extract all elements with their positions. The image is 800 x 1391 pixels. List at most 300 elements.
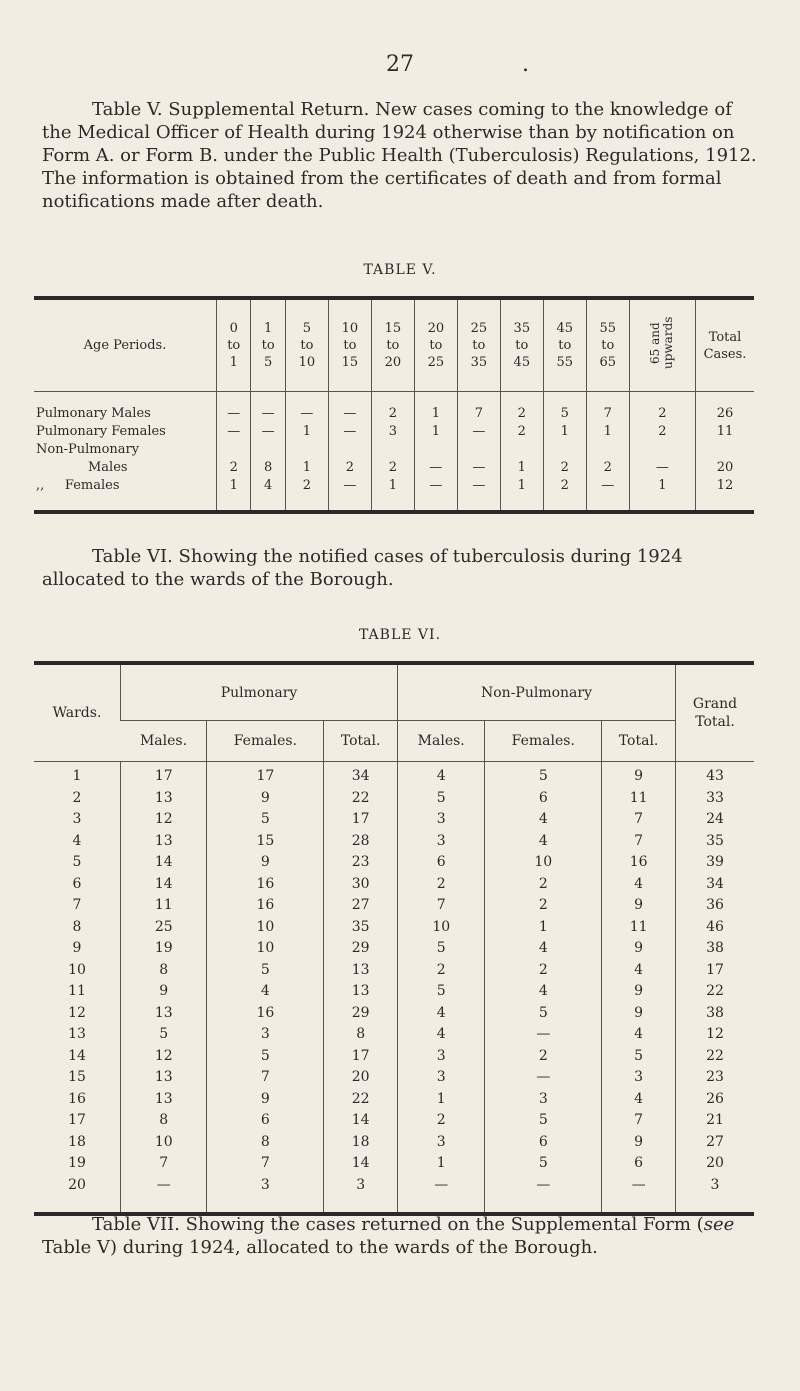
table-cell: 9: [121, 983, 207, 1005]
total-cell: 20: [696, 460, 755, 478]
table-cell: 27: [676, 1134, 755, 1156]
table-cell: 23: [676, 1069, 755, 1091]
table-row: [34, 833, 754, 855]
table6-caption: TABLE VI.: [358, 627, 442, 643]
table-cell: 9: [602, 1005, 676, 1027]
pulmonary-header: Pulmonary: [121, 663, 398, 721]
table5-header-row: [34, 298, 754, 392]
table-cell: 4: [398, 1026, 485, 1048]
table-cell: —: [217, 392, 251, 425]
table-cell: 15: [207, 833, 324, 855]
table-cell: 9: [602, 1134, 676, 1156]
table-row: [34, 392, 754, 425]
table-cell: 5: [398, 940, 485, 962]
table-cell: 9: [602, 983, 676, 1005]
table-cell: 36: [676, 897, 755, 919]
table-row: [34, 1155, 754, 1177]
table-cell: [414, 442, 457, 460]
table-cell: 46: [676, 919, 755, 941]
table-row: [34, 460, 754, 478]
age-from: 20: [427, 321, 445, 336]
table-cell: 14: [121, 854, 207, 876]
ward-number: 19: [68, 1155, 86, 1171]
table-row: [34, 1005, 754, 1027]
table-cell: 29: [324, 1005, 398, 1027]
table-cell: 4: [602, 876, 676, 898]
table-cell: 13: [121, 1069, 207, 1091]
table-cell: 7: [207, 1069, 324, 1091]
age-to: 35: [470, 355, 488, 370]
wards-header: Wards.: [34, 663, 121, 762]
table-cell: 4: [485, 983, 602, 1005]
table-cell: 8: [121, 1112, 207, 1134]
table-cell: 17: [121, 762, 207, 790]
table-row: [34, 983, 754, 1005]
table-cell: 4: [398, 762, 485, 790]
table-cell: 22: [676, 1048, 755, 1070]
table-cell: —: [629, 460, 695, 478]
age-from: 55: [599, 321, 617, 336]
table-cell: 2: [543, 478, 586, 512]
table-cell: 11: [121, 897, 207, 919]
table-cell: 2: [371, 460, 414, 478]
age-group-header: [500, 298, 543, 392]
ward-number: 6: [72, 875, 82, 892]
age-to: 20: [384, 355, 402, 370]
table-cell: 4: [251, 478, 285, 512]
table-cell: —: [217, 424, 251, 442]
row-label: Pulmonary Females: [36, 424, 166, 439]
table7-intro: Table VII. Showing the cases returned on the Supplemental Form (see Table V) during 1924, allocated to the wards of the Borough.: [42, 1214, 735, 1258]
table-cell: 12: [676, 1026, 755, 1048]
table-cell: 16: [207, 897, 324, 919]
table-cell: 35: [676, 833, 755, 855]
age-group-header: [285, 298, 328, 392]
table-cell: 1: [398, 1155, 485, 1177]
table-row: [34, 1026, 754, 1048]
ward-number: 20: [68, 1176, 86, 1193]
table-cell: 1: [414, 392, 457, 425]
table-cell: 2: [485, 897, 602, 919]
age-from: 15: [384, 321, 402, 336]
table-cell: 27: [324, 897, 398, 919]
ward-number: 10: [68, 961, 86, 978]
ward-number: 12: [68, 1004, 86, 1021]
table-row: [34, 1112, 754, 1134]
table-row: [34, 442, 754, 460]
age-group-header: [414, 298, 457, 392]
table-cell: 2: [629, 424, 695, 442]
table-cell: 4: [207, 983, 324, 1005]
ward-number: 14: [68, 1047, 86, 1064]
ward-number: 18: [68, 1133, 86, 1150]
table-cell: 13: [324, 983, 398, 1005]
table-cell: 18: [324, 1134, 398, 1156]
table-cell: 2: [485, 876, 602, 898]
age-group-header: [371, 298, 414, 392]
table-cell: 13: [324, 962, 398, 984]
table-cell: —: [485, 1026, 602, 1048]
table-row: [34, 1177, 754, 1215]
table-cell: 10: [485, 854, 602, 876]
pulmonary-sub-header: Total.: [324, 721, 398, 762]
table5-body: [34, 392, 754, 513]
table-cell: 8: [324, 1026, 398, 1048]
table-cell: 34: [676, 876, 755, 898]
table-cell: 30: [324, 876, 398, 898]
table-cell: 29: [324, 940, 398, 962]
table-cell: 12: [121, 1048, 207, 1070]
table-cell: [217, 442, 251, 460]
table-cell: 14: [121, 876, 207, 898]
table-row: [34, 897, 754, 919]
table-cell: —: [485, 1069, 602, 1091]
table-row: [34, 811, 754, 833]
age-group-header: [217, 298, 251, 392]
table-cell: 5: [207, 811, 324, 833]
table-cell: 4: [398, 1005, 485, 1027]
table-row: [34, 940, 754, 962]
ward-number: 11: [68, 983, 86, 999]
table-cell: 5: [207, 1048, 324, 1070]
table-cell: 7: [207, 1155, 324, 1177]
table-cell: 11: [602, 919, 676, 941]
table-cell: 7: [602, 833, 676, 855]
ward-number: 7: [72, 897, 82, 913]
table-cell: 1: [371, 478, 414, 512]
table-cell: 17: [676, 962, 755, 984]
table-cell: 4: [602, 1091, 676, 1113]
table-cell: 5: [543, 392, 586, 425]
page-number: 27 .: [386, 52, 529, 77]
table-cell: 20: [676, 1155, 755, 1177]
table-cell: 14: [324, 1155, 398, 1177]
table-row: [34, 762, 754, 790]
age-to-word: to: [227, 338, 241, 353]
table-cell: 20: [324, 1069, 398, 1091]
age-group-header: [543, 298, 586, 392]
table-cell: —: [457, 478, 500, 512]
non-pulmonary-header: Non-Pulmonary: [398, 663, 676, 721]
table5-caption: TABLE V.: [363, 262, 437, 278]
table-cell: 3: [324, 1177, 398, 1215]
table-cell: 3: [398, 1048, 485, 1070]
table-cell: 13: [121, 1005, 207, 1027]
table-cell: 3: [398, 811, 485, 833]
age-to-word: to: [515, 338, 529, 353]
ward-number: 3: [72, 811, 82, 827]
table-cell: 5: [602, 1048, 676, 1070]
table-cell: 2: [586, 460, 629, 478]
table-cell: —: [485, 1177, 602, 1215]
table5: [34, 296, 754, 514]
table-cell: 8: [121, 962, 207, 984]
table-cell: 23: [324, 854, 398, 876]
table-cell: 5: [398, 790, 485, 812]
table-cell: —: [457, 424, 500, 442]
table-cell: 9: [207, 790, 324, 812]
table-cell: 8: [251, 460, 285, 478]
table-cell: 22: [324, 1091, 398, 1113]
table-cell: —: [285, 392, 328, 425]
age-group-header: [457, 298, 500, 392]
table-cell: 38: [676, 940, 755, 962]
age-from: 1: [264, 321, 273, 336]
age-from: 25: [470, 321, 488, 336]
table-cell: 9: [207, 854, 324, 876]
total-cell: 12: [696, 478, 755, 512]
table-cell: 4: [485, 833, 602, 855]
table-cell: 2: [500, 424, 543, 442]
table-cell: 3: [398, 1069, 485, 1091]
table-cell: 7: [602, 811, 676, 833]
table-row: [34, 790, 754, 812]
table-cell: [457, 442, 500, 460]
upwards-header: [629, 298, 695, 392]
row-label: Males: [88, 460, 128, 475]
ward-number: 16: [68, 1090, 86, 1107]
table-cell: 4: [485, 940, 602, 962]
table-cell: 26: [676, 1091, 755, 1113]
age-group-header: [251, 298, 285, 392]
age-to: 55: [556, 355, 574, 370]
row-label: Pulmonary Males: [36, 406, 151, 421]
table-cell: 6: [602, 1155, 676, 1177]
table-cell: 16: [602, 854, 676, 876]
table-cell: —: [457, 460, 500, 478]
age-to: 45: [513, 355, 531, 370]
table-cell: [371, 442, 414, 460]
table-cell: 3: [207, 1177, 324, 1215]
table-cell: 2: [629, 392, 695, 425]
table-cell: 2: [285, 478, 328, 512]
table-cell: 2: [398, 962, 485, 984]
table-row: [34, 478, 754, 512]
table-cell: 3: [398, 1134, 485, 1156]
table-cell: 17: [207, 762, 324, 790]
table-cell: 1: [500, 460, 543, 478]
table-cell: 17: [324, 811, 398, 833]
pulmonary-sub-header: Males.: [121, 721, 207, 762]
age-to-word: to: [386, 338, 400, 353]
table-cell: —: [328, 424, 371, 442]
table-cell: —: [602, 1177, 676, 1215]
table-cell: 3: [398, 833, 485, 855]
total-cell: 11: [696, 424, 755, 442]
table-cell: [586, 442, 629, 460]
non-pulmonary-sub-header: Males.: [398, 721, 485, 762]
age-from: 5: [302, 321, 312, 336]
pulmonary-sub-header: Females.: [207, 721, 324, 762]
table-cell: 34: [324, 762, 398, 790]
age-group-header: [328, 298, 371, 392]
non-pulmonary-sub-header: Females.: [485, 721, 602, 762]
table-cell: 2: [500, 392, 543, 425]
table-cell: 21: [676, 1112, 755, 1134]
table-cell: 1: [586, 424, 629, 442]
table-cell: [629, 442, 695, 460]
table-cell: 7: [121, 1155, 207, 1177]
table-cell: 1: [285, 424, 328, 442]
table-cell: —: [328, 392, 371, 425]
table6-header-row-top: [34, 663, 754, 721]
table-cell: [500, 442, 543, 460]
table6-body: [34, 762, 754, 1215]
table-row: [34, 1134, 754, 1156]
table-cell: 7: [586, 392, 629, 425]
age-group-header: [586, 298, 629, 392]
table-cell: —: [121, 1177, 207, 1215]
table-cell: 5: [398, 983, 485, 1005]
table-cell: 9: [207, 1091, 324, 1113]
table-row: [34, 1048, 754, 1070]
table-row: [34, 1069, 754, 1091]
table-cell: 3: [602, 1069, 676, 1091]
table-cell: 28: [324, 833, 398, 855]
table-cell: 3: [371, 424, 414, 442]
table-cell: 13: [121, 790, 207, 812]
table-cell: 10: [207, 919, 324, 941]
age-to-word: to: [601, 338, 615, 353]
table-cell: 6: [207, 1112, 324, 1134]
table6: [34, 661, 754, 1216]
table-cell: —: [398, 1177, 485, 1215]
table-cell: 10: [207, 940, 324, 962]
table-cell: 22: [324, 790, 398, 812]
table-cell: 9: [602, 940, 676, 962]
table-cell: 10: [121, 1134, 207, 1156]
table-cell: 1: [500, 478, 543, 512]
table-cell: [328, 442, 371, 460]
table-cell: —: [251, 392, 285, 425]
table-cell: [285, 442, 328, 460]
table-cell: 2: [398, 1112, 485, 1134]
table-cell: —: [414, 478, 457, 512]
table-cell: 9: [602, 897, 676, 919]
age-to-word: to: [261, 338, 275, 353]
table6-header-row-sub: [34, 721, 754, 762]
table-cell: —: [328, 478, 371, 512]
age-to: 65: [599, 355, 617, 370]
table-cell: 2: [328, 460, 371, 478]
table-cell: 1: [217, 478, 251, 512]
age-to: 5: [264, 355, 273, 370]
ward-number: 8: [72, 918, 82, 935]
table-cell: 14: [324, 1112, 398, 1134]
ward-number: 4: [72, 832, 82, 849]
age-to: 1: [229, 355, 238, 370]
table-cell: 2: [485, 1048, 602, 1070]
table-cell: 1: [485, 919, 602, 941]
table-cell: 5: [485, 1155, 602, 1177]
table-cell: 1: [629, 478, 695, 512]
table-cell: 6: [398, 854, 485, 876]
table-cell: 38: [676, 1005, 755, 1027]
table-cell: 33: [676, 790, 755, 812]
table-cell: 43: [676, 762, 755, 790]
table-row: [34, 424, 754, 442]
table-cell: 8: [207, 1134, 324, 1156]
ward-number: 5: [72, 854, 82, 870]
age-to-word: to: [558, 338, 572, 353]
total-cell: 26: [696, 392, 755, 425]
table-cell: 39: [676, 854, 755, 876]
age-to-word: to: [300, 338, 314, 353]
table-cell: 3: [485, 1091, 602, 1113]
table-cell: 2: [543, 460, 586, 478]
table-cell: 17: [324, 1048, 398, 1070]
table6-intro: Table VI. Showing the notified cases of tuberculosis during 1924 allocated to the wards of the Borough.: [42, 546, 683, 590]
total-cell: [696, 442, 755, 460]
table-cell: 1: [285, 460, 328, 478]
table-cell: 5: [121, 1026, 207, 1048]
table-cell: —: [251, 424, 285, 442]
table-cell: 16: [207, 1005, 324, 1027]
table-cell: 4: [602, 962, 676, 984]
ward-number: 15: [68, 1069, 86, 1085]
grand-total-header: Grand Total.: [676, 663, 755, 762]
row-label: Non-Pulmonary: [36, 442, 140, 457]
table-cell: 1: [398, 1091, 485, 1113]
table-cell: —: [414, 460, 457, 478]
table-cell: 6: [485, 1134, 602, 1156]
ward-number: 9: [72, 940, 82, 956]
table-cell: 13: [121, 1091, 207, 1113]
ward-number: 17: [68, 1112, 86, 1128]
table-cell: 2: [398, 876, 485, 898]
stray-mark: .: [522, 52, 529, 77]
age-from: 35: [513, 321, 531, 336]
table-cell: 2: [485, 962, 602, 984]
ward-number: 1: [72, 768, 82, 784]
table-cell: 6: [485, 790, 602, 812]
table-cell: 4: [485, 811, 602, 833]
age-periods-header: Age Periods.: [34, 298, 217, 392]
upwards-label: 65 and upwards: [648, 316, 676, 370]
table-cell: 4: [602, 1026, 676, 1048]
table-cell: 7: [398, 897, 485, 919]
age-from: 0: [229, 321, 238, 336]
table-cell: [543, 442, 586, 460]
table-cell: 11: [602, 790, 676, 812]
table-cell: 35: [324, 919, 398, 941]
table5-intro: Table V. Supplemental Return. New cases coming to the knowledge of the Medical Officer of Health during 1924 otherwise than by notification on Form A. or Form B. under the Public Health (Tuberculosis) Regulations, 1912. The information is obtained from the certificates of death and from formal notifications made after death.: [42, 99, 757, 212]
ward-number: 13: [68, 1026, 86, 1042]
age-to: 25: [427, 355, 445, 370]
table-cell: 19: [121, 940, 207, 962]
table-row: [34, 854, 754, 876]
table-cell: 5: [485, 762, 602, 790]
age-to-word: to: [343, 338, 357, 353]
table-cell: 7: [602, 1112, 676, 1134]
table-cell: 2: [217, 460, 251, 478]
table-cell: 12: [121, 811, 207, 833]
age-from: 45: [556, 321, 574, 336]
table-cell: 3: [207, 1026, 324, 1048]
table-cell: 1: [414, 424, 457, 442]
table-cell: 25: [121, 919, 207, 941]
age-from: 10: [341, 321, 359, 336]
ward-number: 2: [72, 789, 82, 806]
table-cell: 10: [398, 919, 485, 941]
age-to-word: to: [429, 338, 443, 353]
table-row: [34, 919, 754, 941]
table-cell: [251, 442, 285, 460]
table-cell: 16: [207, 876, 324, 898]
row-label: ,, Females: [36, 478, 120, 493]
table-cell: 5: [207, 962, 324, 984]
table-cell: 1: [543, 424, 586, 442]
